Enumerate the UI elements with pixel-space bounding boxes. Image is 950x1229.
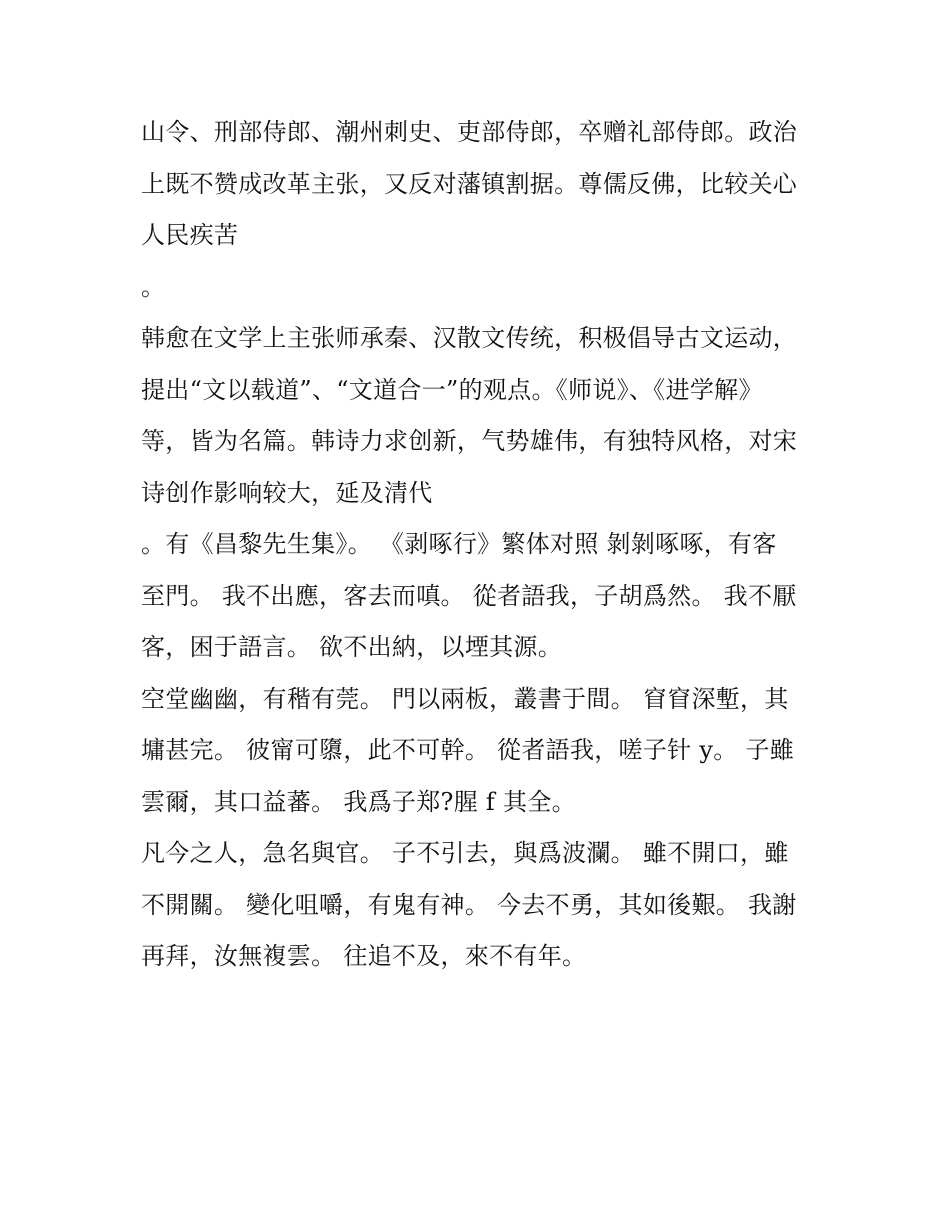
document-body <box>141 107 821 983</box>
text-line: 再拜，汝無複雲。 往追不及，來不有年。 <box>141 942 587 970</box>
text-line: 。有《昌黎先生集》。 《剥啄行》繁体对照 剝剝啄啄，有客 <box>141 530 777 558</box>
text-line: 凡今之人，急名與官。 子不引去，與爲波瀾。 雖不開口，雖 <box>141 839 789 867</box>
text-line: 提出“文以载道”、“文道合一”的观点。《师说》、《进学解》 <box>141 375 763 404</box>
text-line: 山令、刑部侍郎、潮州刺史、吏部侍郎，卒赠礼部侍郎。政治 <box>141 118 798 146</box>
text-line: 不開關。 變化咀嚼，有鬼有神。 今去不勇，其如後艱。 我謝 <box>141 890 797 919</box>
text-line: 客，困于語言。 欲不出納，以堙其源。 <box>141 633 563 661</box>
text-line: 韩愈在文学上主张师承秦、汉散文传统，积极倡导古文运动， <box>141 324 798 352</box>
text-line: 空堂幽幽，有稭有莞。 門以兩板，叢書于間。 窅窅深塹，其 <box>141 684 789 713</box>
text-line: 至門。 我不出應，客去而嗔。 從者語我，子胡爲然。 我不厭 <box>141 581 797 610</box>
text-line: 人民疾苦 <box>141 221 239 249</box>
text-line: 墉甚完。 彼甯可隳，此不可幹。 從者語我，嗟子针 y。 子雖 <box>141 736 795 764</box>
text-line: 雲爾，其口益蕃。 我爲子郑?腥 f 其全。 <box>141 787 576 816</box>
text-line: 诗创作影响较大，延及清代 <box>141 478 433 507</box>
text-line: 。 <box>141 272 166 301</box>
text-line: 等，皆为名篇。韩诗力求创新，气势雄伟，有独特风格，对宋 <box>141 427 798 455</box>
text-line: 上既不赞成改革主张，又反对藩镇割据。尊儒反佛，比较关心 <box>141 169 798 198</box>
